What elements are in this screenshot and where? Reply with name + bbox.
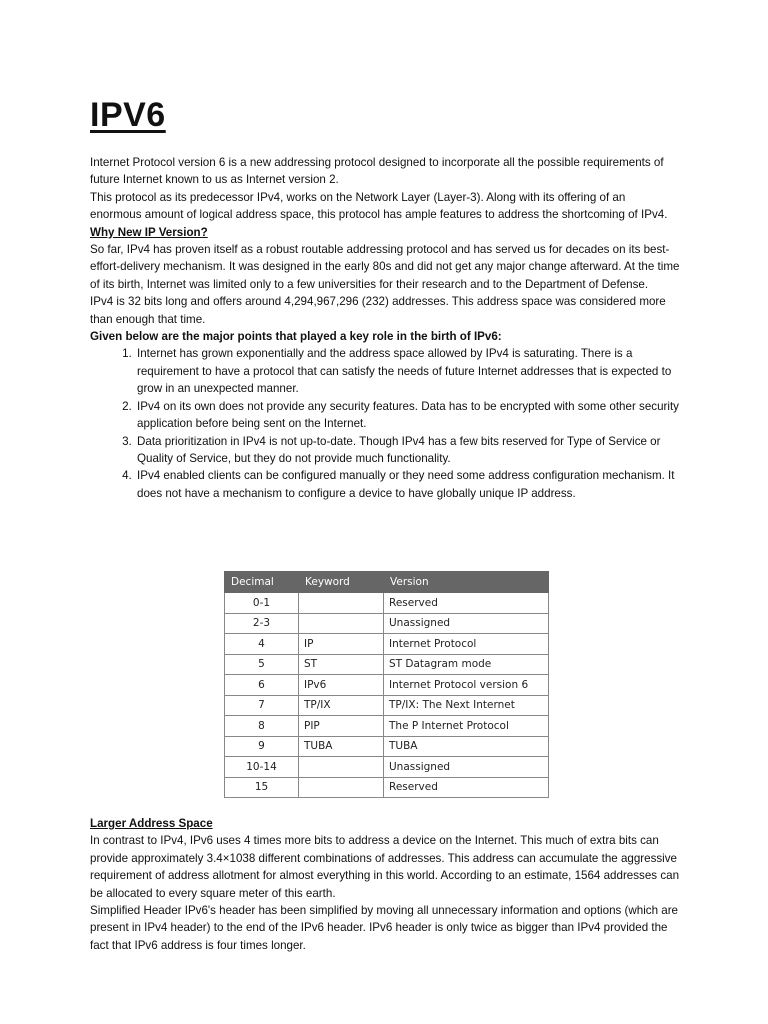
table-cell	[299, 593, 384, 614]
table-cell: Reserved	[384, 777, 549, 798]
list-item: 3. Data prioritization in IPv4 is not up-to-date. Though IPv4 has a few bits reserved for Type of Service or Quality of Service, but they do not provide much functionality.	[135, 433, 680, 468]
why-paragraph: So far, IPv4 has proven itself as a robust routable addressing protocol and has served us for decades on its best-effort-delivery mechanism. It was designed in the early 80s and did not get any major change afterward. At the time of its birth, Internet was limited only to a few universities for their research and to the Department of Defense.	[90, 243, 680, 291]
table-cell: 15	[225, 777, 299, 798]
table-cell: 9	[225, 736, 299, 757]
intro-paragraph: Internet Protocol version 6 is a new addressing protocol designed to incorporate all the possible requirements of future Internet known to us as Internet version 2.	[90, 156, 664, 187]
table-cell: 2-3	[225, 613, 299, 634]
table-row	[225, 695, 549, 716]
table-cell	[299, 613, 384, 634]
table-cell: IPv6	[299, 675, 384, 696]
table-cell: Unassigned	[384, 757, 549, 778]
column-header: Keyword	[299, 572, 384, 593]
table-cell	[299, 777, 384, 798]
table-row	[225, 675, 549, 696]
table-cell: The P Internet Protocol	[384, 716, 549, 737]
body-top	[90, 154, 680, 502]
table-cell: Internet Protocol	[384, 634, 549, 655]
table-cell: Unassigned	[384, 613, 549, 634]
table-cell: TUBA	[299, 736, 384, 757]
table-row	[225, 654, 549, 675]
table-row	[225, 593, 549, 614]
table-cell: ST	[299, 654, 384, 675]
table-row	[225, 613, 549, 634]
table-cell: 4	[225, 634, 299, 655]
list-item: 4. IPv4 enabled clients can be configured manually or they need some address configuration mechanism. It does not have a mechanism to configure a device to have globally unique IP address.	[135, 467, 680, 502]
list-item: 1. Internet has grown exponentially and the address space allowed by IPv4 is saturating. There is a requirement to have a protocol that can satisfy the needs of future Internet addresses that is expected to grow in an unexpected manner.	[135, 345, 680, 397]
table-cell: 10-14	[225, 757, 299, 778]
protocol-table	[224, 571, 549, 798]
intro-paragraph: This protocol as its predecessor IPv4, works on the Network Layer (Layer-3). Along with its offering of an enormous amount of logical address space, this protocol has ample features to address the shortcoming of IPv4.	[90, 190, 668, 222]
table-header-row	[225, 572, 549, 593]
table-cell: IP	[299, 634, 384, 655]
table-cell: TUBA	[384, 736, 549, 757]
table-cell: PIP	[299, 716, 384, 737]
list-item: 2. IPv4 on its own does not provide any security features. Data has to be encrypted with some other security application before being sent on the Internet.	[135, 398, 680, 433]
table-cell: Reserved	[384, 593, 549, 614]
column-header: Decimal	[225, 572, 299, 593]
page-title: IPV6	[90, 96, 166, 134]
table-cell: 8	[225, 716, 299, 737]
table-cell: 7	[225, 695, 299, 716]
body-bottom	[90, 815, 680, 954]
table-cell: Internet Protocol version 6	[384, 675, 549, 696]
table-cell: 0-1	[225, 593, 299, 614]
table-cell	[299, 757, 384, 778]
column-header: Version	[384, 572, 549, 593]
table-cell: TP/IX: The Next Internet	[384, 695, 549, 716]
table-cell: TP/IX	[299, 695, 384, 716]
table-cell: ST Datagram mode	[384, 654, 549, 675]
larger-paragraph: In contrast to IPv4, IPv6 uses 4 times more bits to address a device on the Internet. This much of extra bits can provide approximately 3.4×1038 different combinations of addresses. This address can accumulate the aggressive requirement of address allotment for almost everything in this world. According to an estimate, 1564 addresses can be allocated to every square meter of this earth.	[90, 834, 680, 900]
points-list	[90, 345, 680, 502]
larger-paragraph: Simplified Header IPv6's header has been simplified by moving all unnecessary information and options (which are present in IPv4 header) to the end of the IPv6 header. IPv6 header is only twice as bigger than IPv4 provided the fact that IPv6 address is four times longer.	[90, 904, 679, 952]
points-intro: Given below are the major points that played a key role in the birth of IPv6:	[90, 330, 502, 344]
larger-heading: Larger Address Space	[90, 817, 213, 830]
why-heading: Why New IP Version?	[90, 225, 208, 239]
table-row	[225, 716, 549, 737]
table-row	[225, 777, 549, 798]
table-cell: 6	[225, 675, 299, 696]
table-cell: 5	[225, 654, 299, 675]
why-paragraph: IPv4 is 32 bits long and offers around 4,294,967,296 (232) addresses. This address space was considered more than enough that time.	[90, 295, 666, 326]
table-row	[225, 736, 549, 757]
table-row	[225, 634, 549, 655]
table-row	[225, 757, 549, 778]
